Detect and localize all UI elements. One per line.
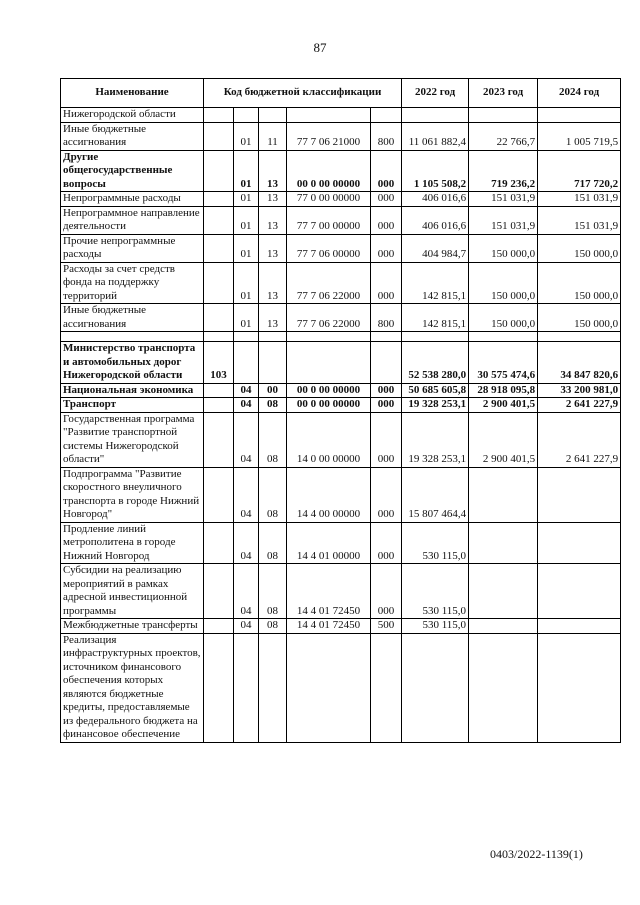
table-body	[61, 108, 621, 743]
cell-section: 04	[234, 522, 259, 564]
cell-subsection: 08	[259, 467, 287, 522]
cell-target-article: 14 0 00 00000	[287, 412, 371, 467]
cell-2022: 530 115,0	[402, 564, 469, 619]
cell-section: 01	[234, 122, 259, 150]
cell-2024: 717 720,2	[538, 150, 621, 192]
cell-2023: 22 766,7	[469, 122, 538, 150]
cell-2022: 11 061 882,4	[402, 122, 469, 150]
cell-2022: 19 328 253,1	[402, 412, 469, 467]
header-name: Наименование	[61, 79, 204, 108]
cell-subsection: 13	[259, 206, 287, 234]
cell-2022: 530 115,0	[402, 522, 469, 564]
cell-2022	[402, 633, 469, 742]
cell-2023: 150 000,0	[469, 262, 538, 304]
cell-expense-type	[371, 633, 402, 742]
cell-2023: 2 900 401,5	[469, 412, 538, 467]
cell-subsection	[259, 108, 287, 123]
cell-expense-type: 500	[371, 619, 402, 634]
cell-2023	[469, 564, 538, 619]
cell-ved	[204, 522, 234, 564]
cell-2023: 28 918 095,8	[469, 383, 538, 398]
cell-expense-type: 000	[371, 150, 402, 192]
table-header-row	[61, 79, 621, 108]
cell-2023	[469, 108, 538, 123]
cell-ved	[204, 262, 234, 304]
cell-2024: 2 641 227,9	[538, 412, 621, 467]
cell-name: Непрограммные расходы	[61, 192, 204, 207]
cell-expense-type: 000	[371, 262, 402, 304]
cell-2023: 719 236,2	[469, 150, 538, 192]
cell-2022: 142 815,1	[402, 304, 469, 332]
cell-ved	[204, 192, 234, 207]
cell-ved	[204, 564, 234, 619]
cell-section	[234, 332, 259, 342]
cell-expense-type: 800	[371, 122, 402, 150]
cell-name: Министерство транспорта и автомобильных дорог Нижегородской области	[61, 342, 204, 384]
cell-ved: 103	[204, 342, 234, 384]
cell-ved	[204, 122, 234, 150]
cell-target-article: 14 4 00 00000	[287, 467, 371, 522]
cell-2024: 151 031,9	[538, 206, 621, 234]
cell-expense-type: 000	[371, 522, 402, 564]
cell-subsection: 08	[259, 412, 287, 467]
cell-target-article: 14 4 01 72450	[287, 564, 371, 619]
cell-subsection	[259, 633, 287, 742]
cell-section: 01	[234, 206, 259, 234]
table-row	[61, 383, 621, 398]
cell-name: Прочие непрограммные расходы	[61, 234, 204, 262]
table-row	[61, 467, 621, 522]
cell-2024	[538, 564, 621, 619]
table-row	[61, 332, 621, 342]
header-2024: 2024 год	[538, 79, 621, 108]
table-row	[61, 342, 621, 384]
cell-section: 04	[234, 564, 259, 619]
cell-subsection: 11	[259, 122, 287, 150]
cell-expense-type	[371, 342, 402, 384]
cell-2024: 1 005 719,5	[538, 122, 621, 150]
cell-2023	[469, 332, 538, 342]
cell-expense-type: 000	[371, 383, 402, 398]
cell-expense-type: 000	[371, 564, 402, 619]
cell-section: 01	[234, 234, 259, 262]
cell-2024	[538, 332, 621, 342]
cell-2022: 1 105 508,2	[402, 150, 469, 192]
cell-subsection: 00	[259, 383, 287, 398]
cell-expense-type: 000	[371, 398, 402, 413]
cell-2024: 33 200 981,0	[538, 383, 621, 398]
cell-section: 01	[234, 192, 259, 207]
cell-2023	[469, 619, 538, 634]
cell-section	[234, 108, 259, 123]
cell-expense-type: 000	[371, 192, 402, 207]
cell-target-article: 14 4 01 72450	[287, 619, 371, 634]
cell-expense-type	[371, 332, 402, 342]
cell-target-article	[287, 633, 371, 742]
cell-section: 04	[234, 619, 259, 634]
cell-2022: 19 328 253,1	[402, 398, 469, 413]
cell-section: 04	[234, 467, 259, 522]
table-row	[61, 522, 621, 564]
cell-expense-type: 000	[371, 412, 402, 467]
cell-2022: 530 115,0	[402, 619, 469, 634]
document-code: 0403/2022-1139(1)	[490, 847, 583, 861]
cell-subsection: 13	[259, 150, 287, 192]
table-row	[61, 262, 621, 304]
cell-name: Межбюджетные трансферты	[61, 619, 204, 634]
cell-subsection: 13	[259, 192, 287, 207]
cell-section: 04	[234, 383, 259, 398]
cell-target-article: 77 7 00 00000	[287, 206, 371, 234]
cell-name: Реализация инфраструктурных проектов, источником финансового обеспечения которых являются бюджетные кредиты, предоставляемые из федерального бюджета на финансовое обеспечение	[61, 633, 204, 742]
cell-name: Непрограммное направление деятельности	[61, 206, 204, 234]
cell-name: Субсидии на реализацию мероприятий в рамках адресной инвестиционной программы	[61, 564, 204, 619]
cell-2024	[538, 467, 621, 522]
cell-2023: 150 000,0	[469, 304, 538, 332]
cell-name	[61, 332, 204, 342]
table-row	[61, 122, 621, 150]
cell-name: Иные бюджетные ассигнования	[61, 304, 204, 332]
cell-ved	[204, 633, 234, 742]
cell-ved	[204, 304, 234, 332]
cell-ved	[204, 383, 234, 398]
cell-2023	[469, 467, 538, 522]
cell-subsection: 08	[259, 564, 287, 619]
cell-name: Другие общегосударственные вопросы	[61, 150, 204, 192]
cell-2023: 151 031,9	[469, 206, 538, 234]
cell-2024	[538, 522, 621, 564]
cell-subsection	[259, 332, 287, 342]
cell-ved	[204, 150, 234, 192]
cell-target-article	[287, 342, 371, 384]
table-row	[61, 304, 621, 332]
cell-target-article: 14 4 01 00000	[287, 522, 371, 564]
cell-section: 01	[234, 304, 259, 332]
cell-name: Государственная программа "Развитие транспортной системы Нижегородской области"	[61, 412, 204, 467]
cell-target-article: 00 0 00 00000	[287, 383, 371, 398]
header-2022: 2022 год	[402, 79, 469, 108]
cell-2024: 151 031,9	[538, 192, 621, 207]
cell-target-article: 00 0 00 00000	[287, 398, 371, 413]
cell-section: 04	[234, 398, 259, 413]
cell-target-article: 77 0 00 00000	[287, 192, 371, 207]
table-row	[61, 234, 621, 262]
cell-2023: 2 900 401,5	[469, 398, 538, 413]
cell-name: Подпрограмма "Развитие скоростного внеуличного транспорта в городе Нижний Новгород"	[61, 467, 204, 522]
cell-section: 01	[234, 150, 259, 192]
cell-section	[234, 342, 259, 384]
cell-ved	[204, 619, 234, 634]
cell-subsection	[259, 342, 287, 384]
cell-target-article: 77 7 06 00000	[287, 234, 371, 262]
table-row	[61, 633, 621, 742]
cell-2022: 15 807 464,4	[402, 467, 469, 522]
cell-name: Национальная экономика	[61, 383, 204, 398]
cell-2024	[538, 619, 621, 634]
cell-target-article: 77 7 06 22000	[287, 304, 371, 332]
cell-2023	[469, 522, 538, 564]
cell-ved	[204, 108, 234, 123]
cell-subsection: 13	[259, 234, 287, 262]
table-row	[61, 619, 621, 634]
cell-target-article: 77 7 06 21000	[287, 122, 371, 150]
cell-expense-type: 000	[371, 467, 402, 522]
cell-section	[234, 633, 259, 742]
cell-expense-type: 000	[371, 206, 402, 234]
table-row	[61, 150, 621, 192]
cell-subsection: 13	[259, 262, 287, 304]
cell-2024: 2 641 227,9	[538, 398, 621, 413]
cell-section: 04	[234, 412, 259, 467]
cell-ved	[204, 234, 234, 262]
header-code: Код бюджетной классификации	[204, 79, 402, 108]
table-row	[61, 398, 621, 413]
cell-name: Иные бюджетные ассигнования	[61, 122, 204, 150]
cell-2024: 34 847 820,6	[538, 342, 621, 384]
cell-name: Расходы за счет средств фонда на поддержку территорий	[61, 262, 204, 304]
cell-2022	[402, 332, 469, 342]
cell-2024	[538, 108, 621, 123]
budget-table	[60, 78, 621, 743]
cell-target-article: 77 7 06 22000	[287, 262, 371, 304]
cell-expense-type: 800	[371, 304, 402, 332]
cell-ved	[204, 398, 234, 413]
cell-expense-type: 000	[371, 234, 402, 262]
cell-2022: 404 984,7	[402, 234, 469, 262]
cell-ved	[204, 332, 234, 342]
cell-target-article: 00 0 00 00000	[287, 150, 371, 192]
cell-2022: 406 016,6	[402, 192, 469, 207]
cell-subsection: 08	[259, 619, 287, 634]
cell-2023	[469, 633, 538, 742]
cell-ved	[204, 206, 234, 234]
cell-section: 01	[234, 262, 259, 304]
cell-subsection: 08	[259, 522, 287, 564]
cell-ved	[204, 467, 234, 522]
table-row	[61, 206, 621, 234]
cell-2024	[538, 633, 621, 742]
header-2023: 2023 год	[469, 79, 538, 108]
cell-target-article	[287, 108, 371, 123]
cell-name: Нижегородской области	[61, 108, 204, 123]
cell-2024: 150 000,0	[538, 262, 621, 304]
page-number: 87	[313, 40, 327, 55]
cell-subsection: 08	[259, 398, 287, 413]
cell-2024: 150 000,0	[538, 304, 621, 332]
cell-expense-type	[371, 108, 402, 123]
cell-2023: 150 000,0	[469, 234, 538, 262]
cell-2022	[402, 108, 469, 123]
cell-2022: 406 016,6	[402, 206, 469, 234]
cell-2022: 52 538 280,0	[402, 342, 469, 384]
cell-2024: 150 000,0	[538, 234, 621, 262]
cell-ved	[204, 412, 234, 467]
cell-name: Продление линий метрополитена в городе Нижний Новгород	[61, 522, 204, 564]
cell-2022: 50 685 605,8	[402, 383, 469, 398]
table-row	[61, 412, 621, 467]
cell-subsection: 13	[259, 304, 287, 332]
cell-name: Транспорт	[61, 398, 204, 413]
cell-target-article	[287, 332, 371, 342]
table-row	[61, 564, 621, 619]
table-row	[61, 192, 621, 207]
cell-2023: 151 031,9	[469, 192, 538, 207]
cell-2022: 142 815,1	[402, 262, 469, 304]
table-row	[61, 108, 621, 123]
cell-2023: 30 575 474,6	[469, 342, 538, 384]
